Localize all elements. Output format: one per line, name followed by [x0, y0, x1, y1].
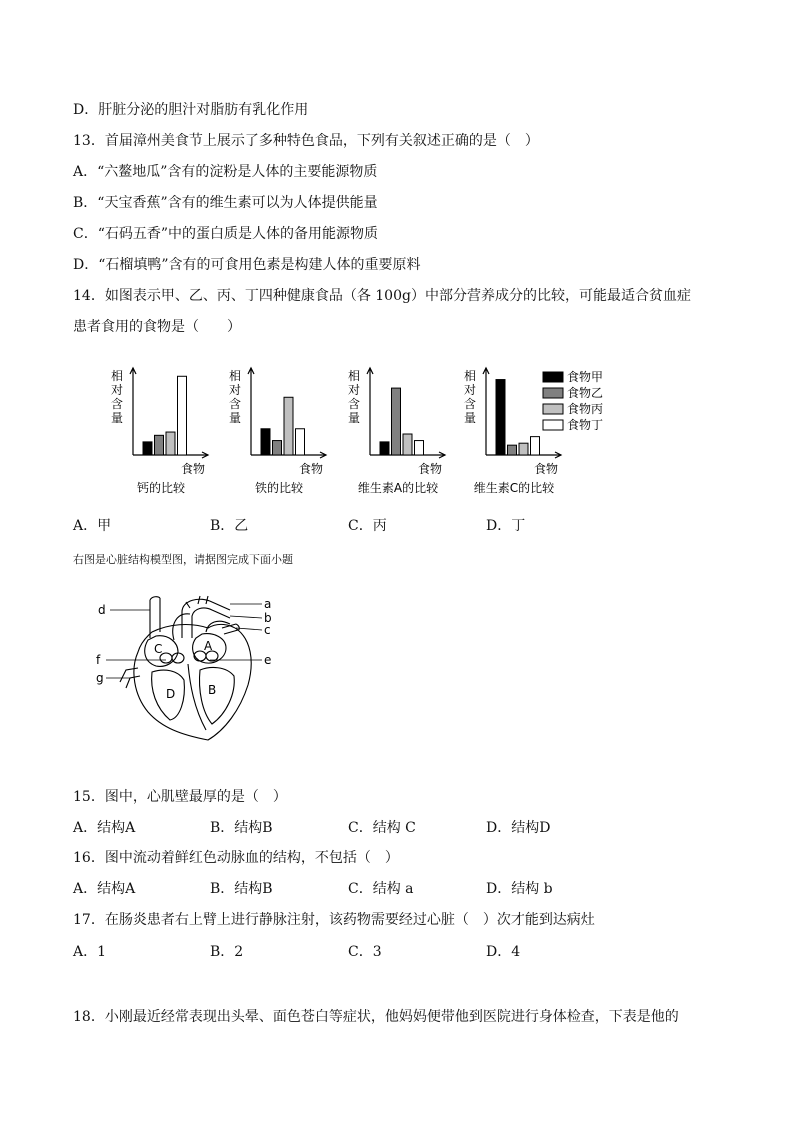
bar-食物甲: [496, 380, 505, 455]
q17-option-a: A．1: [73, 944, 107, 960]
q14-stem-line2: 患者食用的食物是（ ）: [73, 319, 241, 335]
label-f: f: [96, 653, 101, 667]
bar-食物丁: [178, 376, 187, 455]
y-axis-label: 相: [229, 369, 242, 383]
y-axis-label: 量: [348, 411, 361, 425]
q14-stem-line1: 14．如图表示甲、乙、丙、丁四种健康食品（各 100g）中部分营养成分的比较，可能最适合贫血症: [73, 288, 691, 304]
q18-stem: 18．小刚最近经常表现出头晕、面色苍白等症状，他妈妈便带他到医院进行身体检查，下表是他的: [73, 1009, 679, 1025]
bar-食物乙: [273, 441, 282, 455]
legend-swatch: [543, 372, 563, 382]
q15-stem: 15．图中，心肌壁最厚的是（ ）: [73, 789, 287, 805]
legend-label: 食物丙: [567, 402, 604, 416]
q16-option-b: B．结构B: [210, 881, 273, 897]
label-g: g: [96, 671, 104, 685]
bar-食物乙: [392, 388, 401, 455]
y-axis-label: 对: [111, 383, 124, 397]
legend-label: 食物丁: [567, 418, 604, 432]
bar-食物丁: [531, 437, 540, 455]
x-axis-label: 食物: [418, 462, 443, 476]
chart-title: 维生素A的比较: [357, 481, 439, 495]
q15-option-b: B．结构B: [210, 820, 273, 836]
y-axis-label: 量: [111, 411, 124, 425]
label-d: d: [98, 603, 106, 617]
y-axis-label: 含: [464, 397, 477, 411]
septum: [188, 664, 206, 730]
q13-stem: 13．首届漳州美食节上展示了多种特色食品，下列有关叙述正确的是（ ）: [73, 133, 539, 149]
q12-option-d: D．肝脏分泌的胆汁对脂肪有乳化作用: [73, 102, 309, 118]
q16-option-a: A．结构A: [73, 881, 136, 897]
q17-option-b: B．2: [210, 944, 244, 960]
chart-title: 钙的比较: [136, 481, 186, 495]
legend-swatch: [543, 404, 563, 414]
y-axis-label: 相: [111, 369, 124, 383]
label-b-small: b: [264, 611, 272, 625]
legend-label: 食物甲: [567, 370, 604, 384]
legend-label: 食物乙: [567, 386, 604, 400]
label-chamber-b: B: [208, 683, 217, 697]
bar-食物丙: [284, 397, 293, 455]
chamber-b-outline: [200, 668, 235, 724]
x-axis-label: 食物: [299, 462, 324, 476]
heart-diagram: [90, 590, 290, 745]
y-axis-label: 对: [348, 383, 361, 397]
x-axis-label: 食物: [181, 462, 206, 476]
y-axis-label: 相: [464, 369, 477, 383]
q17-option-c: C．3: [348, 944, 382, 960]
bar-食物丁: [415, 441, 424, 455]
aorta: [182, 599, 230, 638]
bar-食物丁: [296, 429, 305, 455]
q15-option-c: C．结构 C: [348, 820, 416, 836]
y-axis-label: 对: [229, 383, 242, 397]
q14-option-c: C．丙: [348, 518, 387, 534]
label-c-small: c: [264, 623, 271, 637]
q16-option-d: D．结构 b: [486, 881, 553, 897]
x-axis-label: 食物: [534, 462, 559, 476]
bar-食物甲: [380, 442, 389, 455]
label-e: e: [264, 653, 272, 667]
pulmonary-artery: [173, 614, 230, 640]
heart-intro: 右图是心脏结构模型图，请据图完成下面小题: [73, 553, 293, 566]
legend-swatch: [543, 388, 563, 398]
q13-option-b: B．“天宝香蕉”含有的维生素可以为人体提供能量: [73, 195, 378, 211]
q17-option-d: D．4: [486, 944, 521, 960]
bar-食物甲: [143, 442, 152, 455]
bar-食物丙: [519, 443, 528, 455]
q15-option-a: A．结构A: [73, 820, 136, 836]
bar-食物甲: [261, 429, 270, 455]
y-axis-label: 含: [111, 397, 124, 411]
q16-stem: 16．图中流动着鲜红色动脉血的结构，不包括（ ）: [73, 850, 399, 866]
bar-食物乙: [508, 445, 517, 455]
label-chamber-c: C: [154, 642, 163, 656]
q13-option-d: D．“石榴填鸭”含有的可食用色素是构建人体的重要原料: [73, 257, 421, 273]
label-chamber-d: D: [166, 687, 176, 701]
q13-option-c: C．“石码五香”中的蛋白质是人体的备用能源物质: [73, 226, 379, 242]
y-axis-label: 相: [348, 369, 361, 383]
chart-title: 维生素C的比较: [473, 481, 555, 495]
q14-option-d: D．丁: [486, 518, 526, 534]
y-axis-label: 含: [348, 397, 361, 411]
label-chamber-a: A: [204, 639, 213, 653]
bar-食物乙: [155, 435, 164, 455]
y-axis-label: 量: [464, 411, 477, 425]
q14-option-b: B．乙: [210, 518, 249, 534]
legend-swatch: [543, 420, 563, 430]
q16-option-c: C．结构 a: [348, 881, 414, 897]
chart-title: 铁的比较: [254, 481, 304, 495]
q17-stem: 17．在肠炎患者右上臂上进行静脉注射，该药物需要经过心脏（ ）次才能到达病灶: [73, 912, 595, 928]
q15-option-d: D．结构D: [486, 820, 551, 836]
nutrient-charts: [0, 360, 794, 500]
bar-食物丙: [403, 434, 412, 455]
q14-option-a: A．甲: [73, 518, 112, 534]
bar-食物丙: [166, 432, 175, 455]
q13-option-a: A．“六鳌地瓜”含有的淀粉是人体的主要能源物质: [73, 164, 378, 180]
label-a-small: a: [264, 597, 272, 611]
y-axis-label: 含: [229, 397, 242, 411]
y-axis-label: 对: [464, 383, 477, 397]
y-axis-label: 量: [229, 411, 242, 425]
